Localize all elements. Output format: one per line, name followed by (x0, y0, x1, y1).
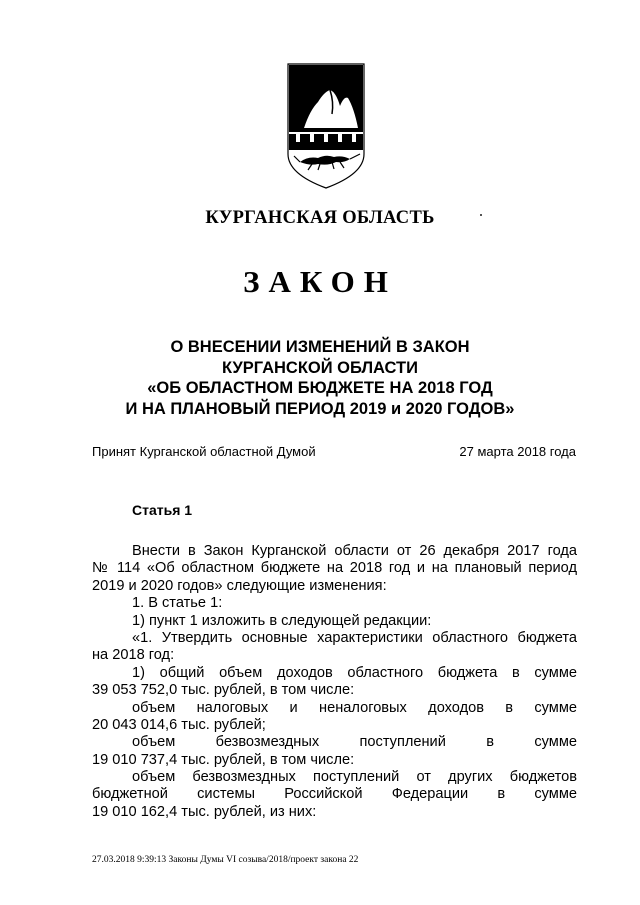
body-line: «1. Утвердить основные характеристики областного бюджета (132, 629, 577, 646)
article-heading: Статья 1 (132, 502, 193, 518)
body-line: № 114 «Об областном бюджете на 2018 год и на плановый период (92, 560, 577, 577)
body-line: 20 043 014,6 тыс. рублей; (92, 716, 266, 733)
law-title-line: «ОБ ОБЛАСТНОМ БЮДЖЕТЕ НА 2018 ГОД (147, 379, 493, 397)
body-line: на 2018 год: (92, 647, 175, 664)
body-line: 19 010 737,4 тыс. рублей, в том числе: (92, 751, 355, 768)
adoption-info (92, 444, 576, 459)
body-line: 39 053 752,0 тыс. рублей, в том числе: (92, 682, 355, 699)
adopted-by: Принят Курганской областной Думой (92, 444, 316, 459)
document-type: ЗАКОН (243, 264, 397, 299)
body-line: 1) общий объем доходов областного бюджета в сумме (132, 664, 577, 681)
law-title-line: И НА ПЛАНОВЫЙ ПЕРИОД 2019 и 2020 ГОДОВ» (125, 399, 515, 418)
body-line: Внести в Закон Курганской области от 26 декабря 2017 года (132, 543, 577, 559)
body-line: объем безвозмездных поступлений от других бюджетов (132, 769, 577, 786)
region-heading: КУРГАНСКАЯ ОБЛАСТЬ (205, 208, 435, 228)
body-line: объем налоговых и неналоговых доходов в сумме (132, 699, 577, 716)
body-line: 1. В статье 1: (132, 595, 223, 612)
adoption-date: 27 марта 2018 года (459, 444, 576, 459)
body-line: бюджетной системы Российской Федерации в сумме (92, 786, 577, 803)
body-line: 2019 и 2020 годов» следующие изменения: (92, 577, 387, 594)
law-title-line: О ВНЕСЕНИИ ИЗМЕНЕНИЙ В ЗАКОН (170, 338, 470, 356)
law-title (100, 337, 540, 419)
law-title-line: КУРГАНСКОЙ ОБЛАСТИ (222, 358, 418, 377)
kurgan-coat-of-arms-icon (286, 62, 366, 192)
body-line: объем безвозмездных поступлений в сумме (132, 734, 577, 751)
article-body (92, 543, 577, 821)
document-footer: 27.03.2018 9:39:13 Законы Думы VI созыва/2018/проект закона 22 (92, 855, 359, 865)
body-line: 1) пункт 1 изложить в следующей редакции: (132, 612, 432, 629)
body-line: 19 010 162,4 тыс. рублей, из них: (92, 803, 317, 820)
